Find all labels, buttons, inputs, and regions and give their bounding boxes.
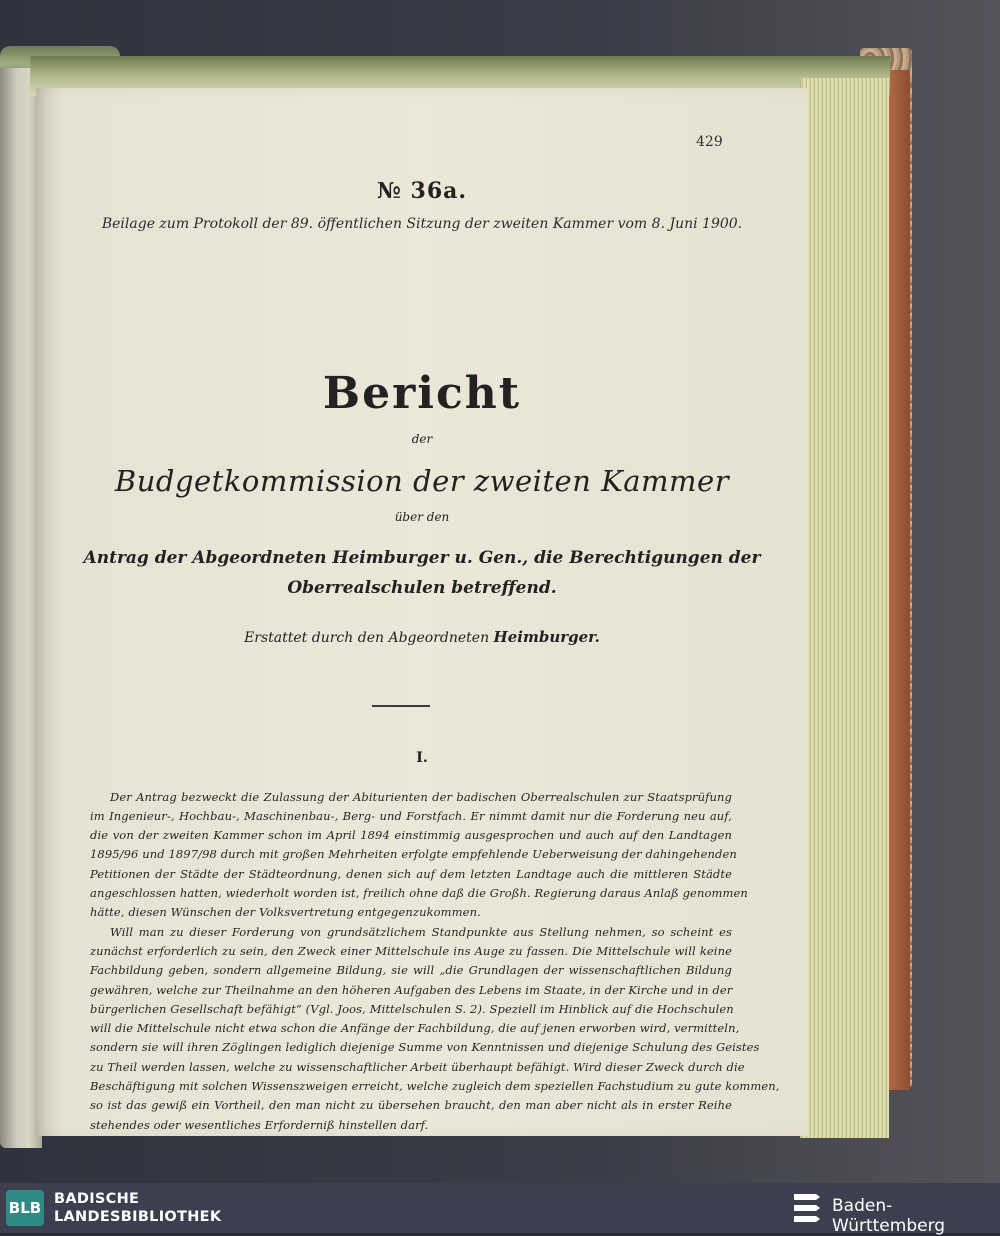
footer-bar xyxy=(0,1183,1000,1236)
body-line: gewähren, welche zur Theilnahme an den höheren Aufgaben des Lebens im Staate, in der Kirche und in der xyxy=(90,982,733,997)
fore-edge-page-stack xyxy=(800,78,889,1138)
body-line: Will man zu dieser Forderung von grundsätzlichem Standpunkte aus Stellung nehmen, so scheint es xyxy=(110,924,732,939)
rapporteur-prefix: Erstattet durch den Abgeordneten xyxy=(244,630,490,646)
rapporteur-line xyxy=(36,628,808,646)
body-line: stehendes oder wesentliches Erforderniß hinstellen darf. xyxy=(90,1117,429,1132)
body-line: Beschäftigung mit solchen Wissenszweigen erreicht, welche zugleich dem speziellen Fachstudium zu gute kommen, xyxy=(90,1079,780,1093)
body-line: angeschlossen hatten, wiederholt worden ist, freilich ohne daß die Großh. Regierung daraus Anlaß genommen xyxy=(90,886,748,900)
supplement-line: Beilage zum Protokoll der 89. öffentlichen Sitzung der zweiten Kammer vom 8. Juni 1900. xyxy=(101,216,743,232)
body-line: bürgerlichen Gesellschaft befähigt“ (Vgl. Joos, Mittelschulen S. 2). Speziell im Hinblick auf die Hochschulen xyxy=(90,1001,734,1016)
body-line: im Ingenieur-, Hochbau-, Maschinenbau-, Berg- und Forstfach. Er nimmt damit nur die Forderung neu auf, xyxy=(90,808,732,823)
page-number: 429 xyxy=(696,134,723,150)
body-line: Fachbildung geben, sondern allgemeine Bildung, sie will „die Grundlagen der wissenschaftlichen Bildung xyxy=(90,963,732,978)
leather-binding-edge xyxy=(888,70,910,1090)
body-line: die von der zweiten Kammer schon im April 1894 einstimmig ausgesprochen und auch auf den Landtagen xyxy=(90,828,732,843)
issue-number: № 36a. xyxy=(376,178,468,204)
body-line: zunächst erforderlich zu sein, den Zweck einer Mittelschule ins Auge zu fassen. Die Mittelschule will keine xyxy=(90,943,732,958)
commission-title: Budgetkommission der zweiten Kammer xyxy=(114,464,730,498)
blb-logo[interactable]: BLB xyxy=(6,1190,44,1226)
motion-title-line-2: Oberrealschulen betreffend. xyxy=(287,578,557,598)
report-der: der xyxy=(411,432,433,446)
body-line: so ist das gewiß ein Vortheil, den man nicht zu übersehen braucht, den man aber nicht als in erster Reihe xyxy=(90,1098,732,1113)
library-name-line-2: LANDESBIBLIOTHEK xyxy=(54,1209,222,1225)
report-title: Bericht xyxy=(322,368,522,419)
motion-title-line-1: Antrag der Abgeordneten Heimburger u. Gen., die Berechtigungen der xyxy=(83,548,761,568)
document-page xyxy=(36,88,808,1136)
ueber-den: über den xyxy=(394,510,450,524)
baden-wuerttemberg-lions-icon xyxy=(790,1190,824,1226)
rapporteur-name: Heimburger. xyxy=(493,628,600,646)
library-name-line-1: BADISCHE xyxy=(54,1191,140,1207)
body-line: hätte, diesen Wünschen der Volksvertretung entgegenzukommen. xyxy=(90,905,481,920)
state-name[interactable]: Baden-Württemberg xyxy=(832,1196,946,1236)
body-line: 1895/96 und 1897/98 durch mit großen Mehrheiten erfolgte empfehlende Ueberweisung der dahingehenden xyxy=(90,847,737,862)
body-line: will die Mittelschule nicht etwa schon die Anfänge der Fachbildung, die auf jenen erworben wird, vermitteln, xyxy=(90,1021,740,1036)
body-line: sondern sie will ihren Zöglingen lediglich diejenige Summe von Kenntnissen und diejenige Schulung des Geistes xyxy=(90,1040,760,1055)
body-line: Der Antrag bezweckt die Zulassung der Abiturienten der badischen Oberrealschulen zur Staatsprüfung xyxy=(110,789,732,804)
section-divider xyxy=(372,705,430,707)
body-line: zu Theil werden lassen, welche zu wissenschaftlicher Arbeit überhaupt befähigt. Wird dieser Zweck durch die xyxy=(90,1059,745,1074)
body-line: Petitionen der Städte der Städteordnung, denen sich auf dem letzten Landtage auch die mittleren Städte xyxy=(90,866,732,881)
section-number: I. xyxy=(416,750,428,766)
